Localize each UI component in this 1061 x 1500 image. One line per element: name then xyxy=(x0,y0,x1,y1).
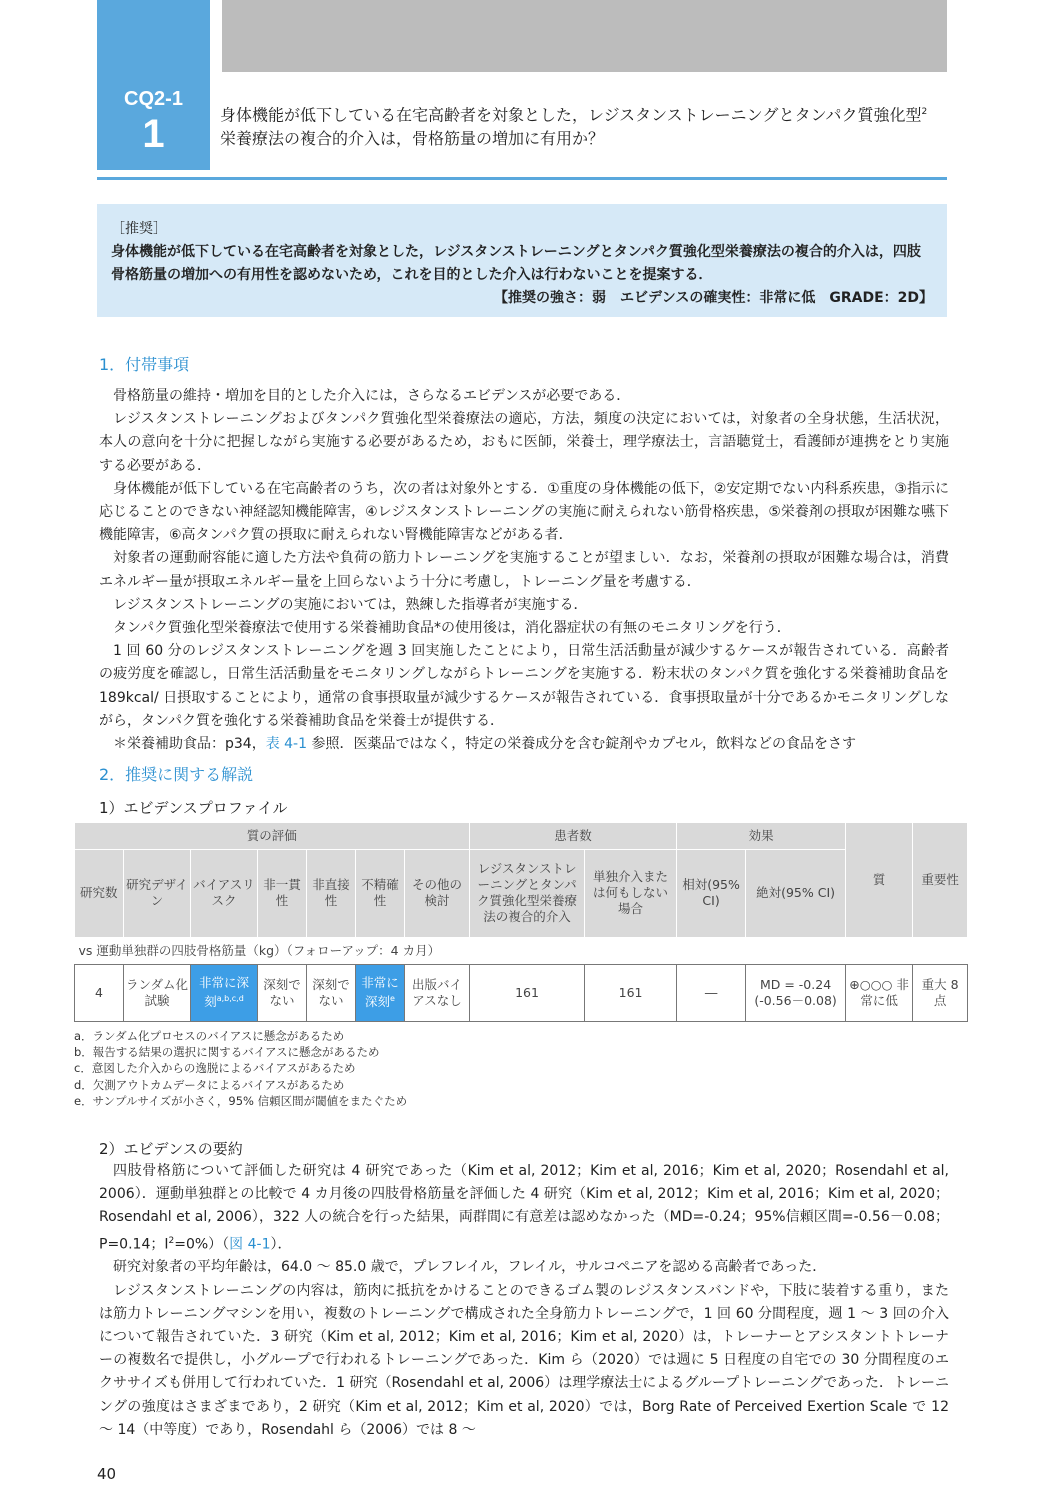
bias-footnote-ref: a,b,c,d xyxy=(216,993,244,1003)
footnote-text: ＊栄養補助食品：p34， xyxy=(113,736,266,753)
footnote: e．サンプルサイズが小さく，95% 信頼区間が閾値をまたぐため xyxy=(74,1093,408,1108)
absolute-header: 絶対(95% CI) xyxy=(746,849,846,937)
comparison-caption: vs 運動単独群の四肢骨格筋量（kg）（フォローアップ：4 カ月） xyxy=(75,937,968,964)
divider xyxy=(97,177,947,180)
bias-header: バイアスリスク xyxy=(191,849,258,937)
imprecision-cell xyxy=(356,964,405,1021)
paragraph: 対象者の運動耐容能に適した方法や負荷の筋力トレーニングを実施することが望ましい．なお，栄養剤の摂取が困難な場合は，消費エネルギー量が摂取エネルギー量を上回らないよう十分に考慮し，トレーニング量を考慮する． xyxy=(99,550,949,590)
other-header: その他の検討 xyxy=(405,849,470,937)
group-effect-header: 効果 xyxy=(677,823,846,849)
design-header: 研究デザイン xyxy=(124,849,191,937)
imprecision-value: 非常に深刻 xyxy=(361,974,399,1010)
figure-link[interactable]: 図 4-1 xyxy=(229,1236,271,1253)
paragraph: 1 回 60 分のレジスタンストレーニングを週 3 回実施したことにより，日常生活活動量が減少するケースが報告されている．高齢者の疲労度を確認し，日常生活活動量をモニタリングしながらトレーニングを実施する．粉末状のタンパク質を強化する栄養補助食品を 189kcal/ 日摂取することにより，通常の食事摂取量が減少するケースが報告されている．食事摂取量が十分であるかモニタリングしながら，タンパク質を強化する栄養補助食品を栄養士が提供する． xyxy=(99,643,949,729)
design-cell: ランダム化試験 xyxy=(124,964,191,1021)
footnote-paragraph xyxy=(99,733,949,756)
importance-cell: 重大 8 点 xyxy=(913,964,968,1021)
relative-header: 相対(95% CI) xyxy=(677,849,746,937)
paragraph xyxy=(99,1160,949,1256)
inconsistency-cell: 深刻でない xyxy=(258,964,307,1021)
evidence-profile-table xyxy=(74,823,968,1022)
recommendation-box xyxy=(97,204,947,317)
summary-text: 四肢骨格筋について評価した研究は 4 研究であった（Kim et al, 2012；Kim et al, 2016；Kim et al, 2020；Rosendahl et al, 2006）．運動単独群との比較で 4 カ月後の四肢骨格筋量を評価した 4 研究（Kim et al, 2012；Kim et al, 2016；Kim et al, 2020；Rosendahl et al, 2006），322 人の統合を行った結果，両群間に有意差は認めなかった（MD=-0.24；95%信頼区間=-0.56－0.08；P=0.14；I xyxy=(99,1163,949,1253)
recommendation-label: ［推奨］ xyxy=(111,221,167,237)
quality-cell: ⊕○○○ 非常に低 xyxy=(846,964,913,1021)
importance-header: 重要性 xyxy=(913,823,968,937)
footnote: b．報告する結果の選択に関するバイアスに懸念があるため xyxy=(74,1045,380,1060)
footnote: a．ランダム化プロセスのバイアスに懸念があるため xyxy=(74,1029,345,1043)
single-header: 単独介入または何もしない場合 xyxy=(585,849,677,937)
combined-cell: 161 xyxy=(470,964,585,1021)
summary-body xyxy=(99,1160,949,1442)
question-line-2: 栄養療法の複合的介入は，骨格筋量の増加に有用か？ xyxy=(220,129,605,149)
group-patients-header: 患者数 xyxy=(470,823,677,849)
footnote: d．欠測アウトカムデータによるバイアスがあるため xyxy=(74,1077,345,1092)
table-footnotes xyxy=(74,1028,407,1109)
indirectness-cell: 深刻でない xyxy=(307,964,356,1021)
paragraph: タンパク質強化型栄養療法で使用する栄養補助食品*の使用後は，消化器症状の有無のモニタリングを行う． xyxy=(113,620,791,637)
summary-text: =0%）（ xyxy=(174,1236,230,1253)
clinical-question xyxy=(220,100,950,151)
indirectness-header: 非直接性 xyxy=(307,849,356,937)
section-1-heading: 1．付帯事項 xyxy=(99,355,190,374)
page-number: 40 xyxy=(97,1465,117,1483)
n-studies-cell: 4 xyxy=(75,964,124,1021)
subsection-evidence-profile: 1）エビデンスプロファイル xyxy=(99,799,288,817)
paragraph: レジスタンストレーニングおよびタンパク質強化型栄養療法の適応，方法，頻度の決定においては，対象者の全身状態，生活状況，本人の意向を十分に把握しながら実施する必要があるため，おもに医師，栄養士，理学療法士，言語聴覚士，看護師が連携をとり実施する必要がある． xyxy=(99,411,949,474)
footnote: c．意図した介入からの逸脱によるバイアスがあるため xyxy=(74,1061,356,1076)
paragraph: レジスタンストレーニングの実施においては，熟練した指導者が実施する． xyxy=(113,596,588,613)
table-link[interactable]: 表 4-1 xyxy=(265,736,308,753)
group-quality-header: 質の評価 xyxy=(75,823,470,849)
summary-text: ）． xyxy=(270,1236,292,1253)
paragraph: 骨格筋量の維持・増加を目的とした介入には，さらなるエビデンスが必要である． xyxy=(113,388,631,404)
summary-superscript: 2 xyxy=(168,1235,175,1246)
cq-number: 1 xyxy=(142,112,165,156)
header-bar xyxy=(222,0,947,72)
question-superscript: 2 xyxy=(921,107,928,117)
inconsistency-header: 非一貫性 xyxy=(258,849,307,937)
cq-badge xyxy=(97,0,210,170)
combined-header: レジスタンストレーニングとタンパク質強化型栄養療法の複合的介入 xyxy=(470,849,585,937)
quality-header: 質 xyxy=(846,823,913,937)
recommendation-strength: 【推奨の強さ：弱 エビデンスの確実性：非常に低 GRADE：2D】 xyxy=(494,290,933,306)
imprecision-footnote-ref: e xyxy=(390,993,395,1003)
recommendation-body: 身体機能が低下している在宅高齢者を対象とした，レジスタンストレーニングとタンパク質強化型栄養療法の複合的介入は，四肢骨格筋量の増加への有用性を認めないため，これを目的とした介入は行わないことを提案する． xyxy=(111,244,921,283)
cq-code: CQ2-1 xyxy=(124,88,183,110)
bias-value: 非常に深刻 xyxy=(198,974,249,1010)
subsection-evidence-summary: 2）エビデンスの要約 xyxy=(99,1140,243,1158)
bias-cell xyxy=(191,964,258,1021)
footnote-text: 参照．医薬品ではなく，特定の栄養成分を含む錠剤やカプセル，飲料などの食品をさす xyxy=(307,736,856,753)
relative-cell: ― xyxy=(677,964,746,1021)
section-1-body xyxy=(99,385,949,756)
section-2-heading: 2．推奨に関する解説 xyxy=(99,765,254,784)
paragraph: 研究対象者の平均年齢は，64.0 ～ 85.0 歳で，プレフレイル，フレイル，サルコペニアを認める高齢者であった． xyxy=(113,1259,827,1276)
paragraph: 身体機能が低下している在宅高齢者のうち，次の者は対象外とする．①重度の身体機能の低下，②安定期でない内科系疾患，③指示に応じることのできない神経認知機能障害，④レジスタンストレーニングの実施に耐えられない筋骨格疾患，⑤栄養剤の摂取が困難な嚥下機能障害，⑥高タンパク質の摂取に耐えられない腎機能障害などがある者． xyxy=(99,480,949,544)
imprecision-header: 不精確性 xyxy=(356,849,405,937)
single-cell: 161 xyxy=(585,964,677,1021)
other-cell: 出版バイアスなし xyxy=(405,964,470,1021)
question-line-1: 身体機能が低下している在宅高齢者を対象とした，レジスタンストレーニングとタンパク質強化型 xyxy=(220,105,922,125)
absolute-cell: MD = -0.24 (-0.56－0.08) xyxy=(746,964,846,1021)
n-studies-header: 研究数 xyxy=(75,849,124,937)
table-row xyxy=(75,964,968,1021)
paragraph: レジスタンストレーニングの内容は，筋肉に抵抗をかけることのできるゴム製のレジスタンスバンドや，下肢に装着する重り，または筋力トレーニングマシンを用い，複数のトレーニングで構成された全身筋力トレーニングで，1 回 60 分間程度，週 1 ～ 3 回の介入について報告されていた．3 研究（Kim et al, 2012；Kim et al, 2016；Kim et al, 2020）は，トレーナーとアシスタントトレーナーの複数名で提供し，小グループで行われるトレーニングであった．Kim ら（2020）では週に 5 日程度の自宅での 30 分間程度のエクササイズも併用して行われていた．1 研究（Rosendahl et al, 2006）は理学療法士によるグループトレーニングであった．トレーニングの強度はさまざまであり，2 研究（Kim et al, 2012；Kim et al, 2020）では，Borg Rate of Perceived Exertion Scale で 12 ～ 14（中等度）であり，Rosendahl ら（2006）では 8 ～ xyxy=(99,1282,949,1438)
